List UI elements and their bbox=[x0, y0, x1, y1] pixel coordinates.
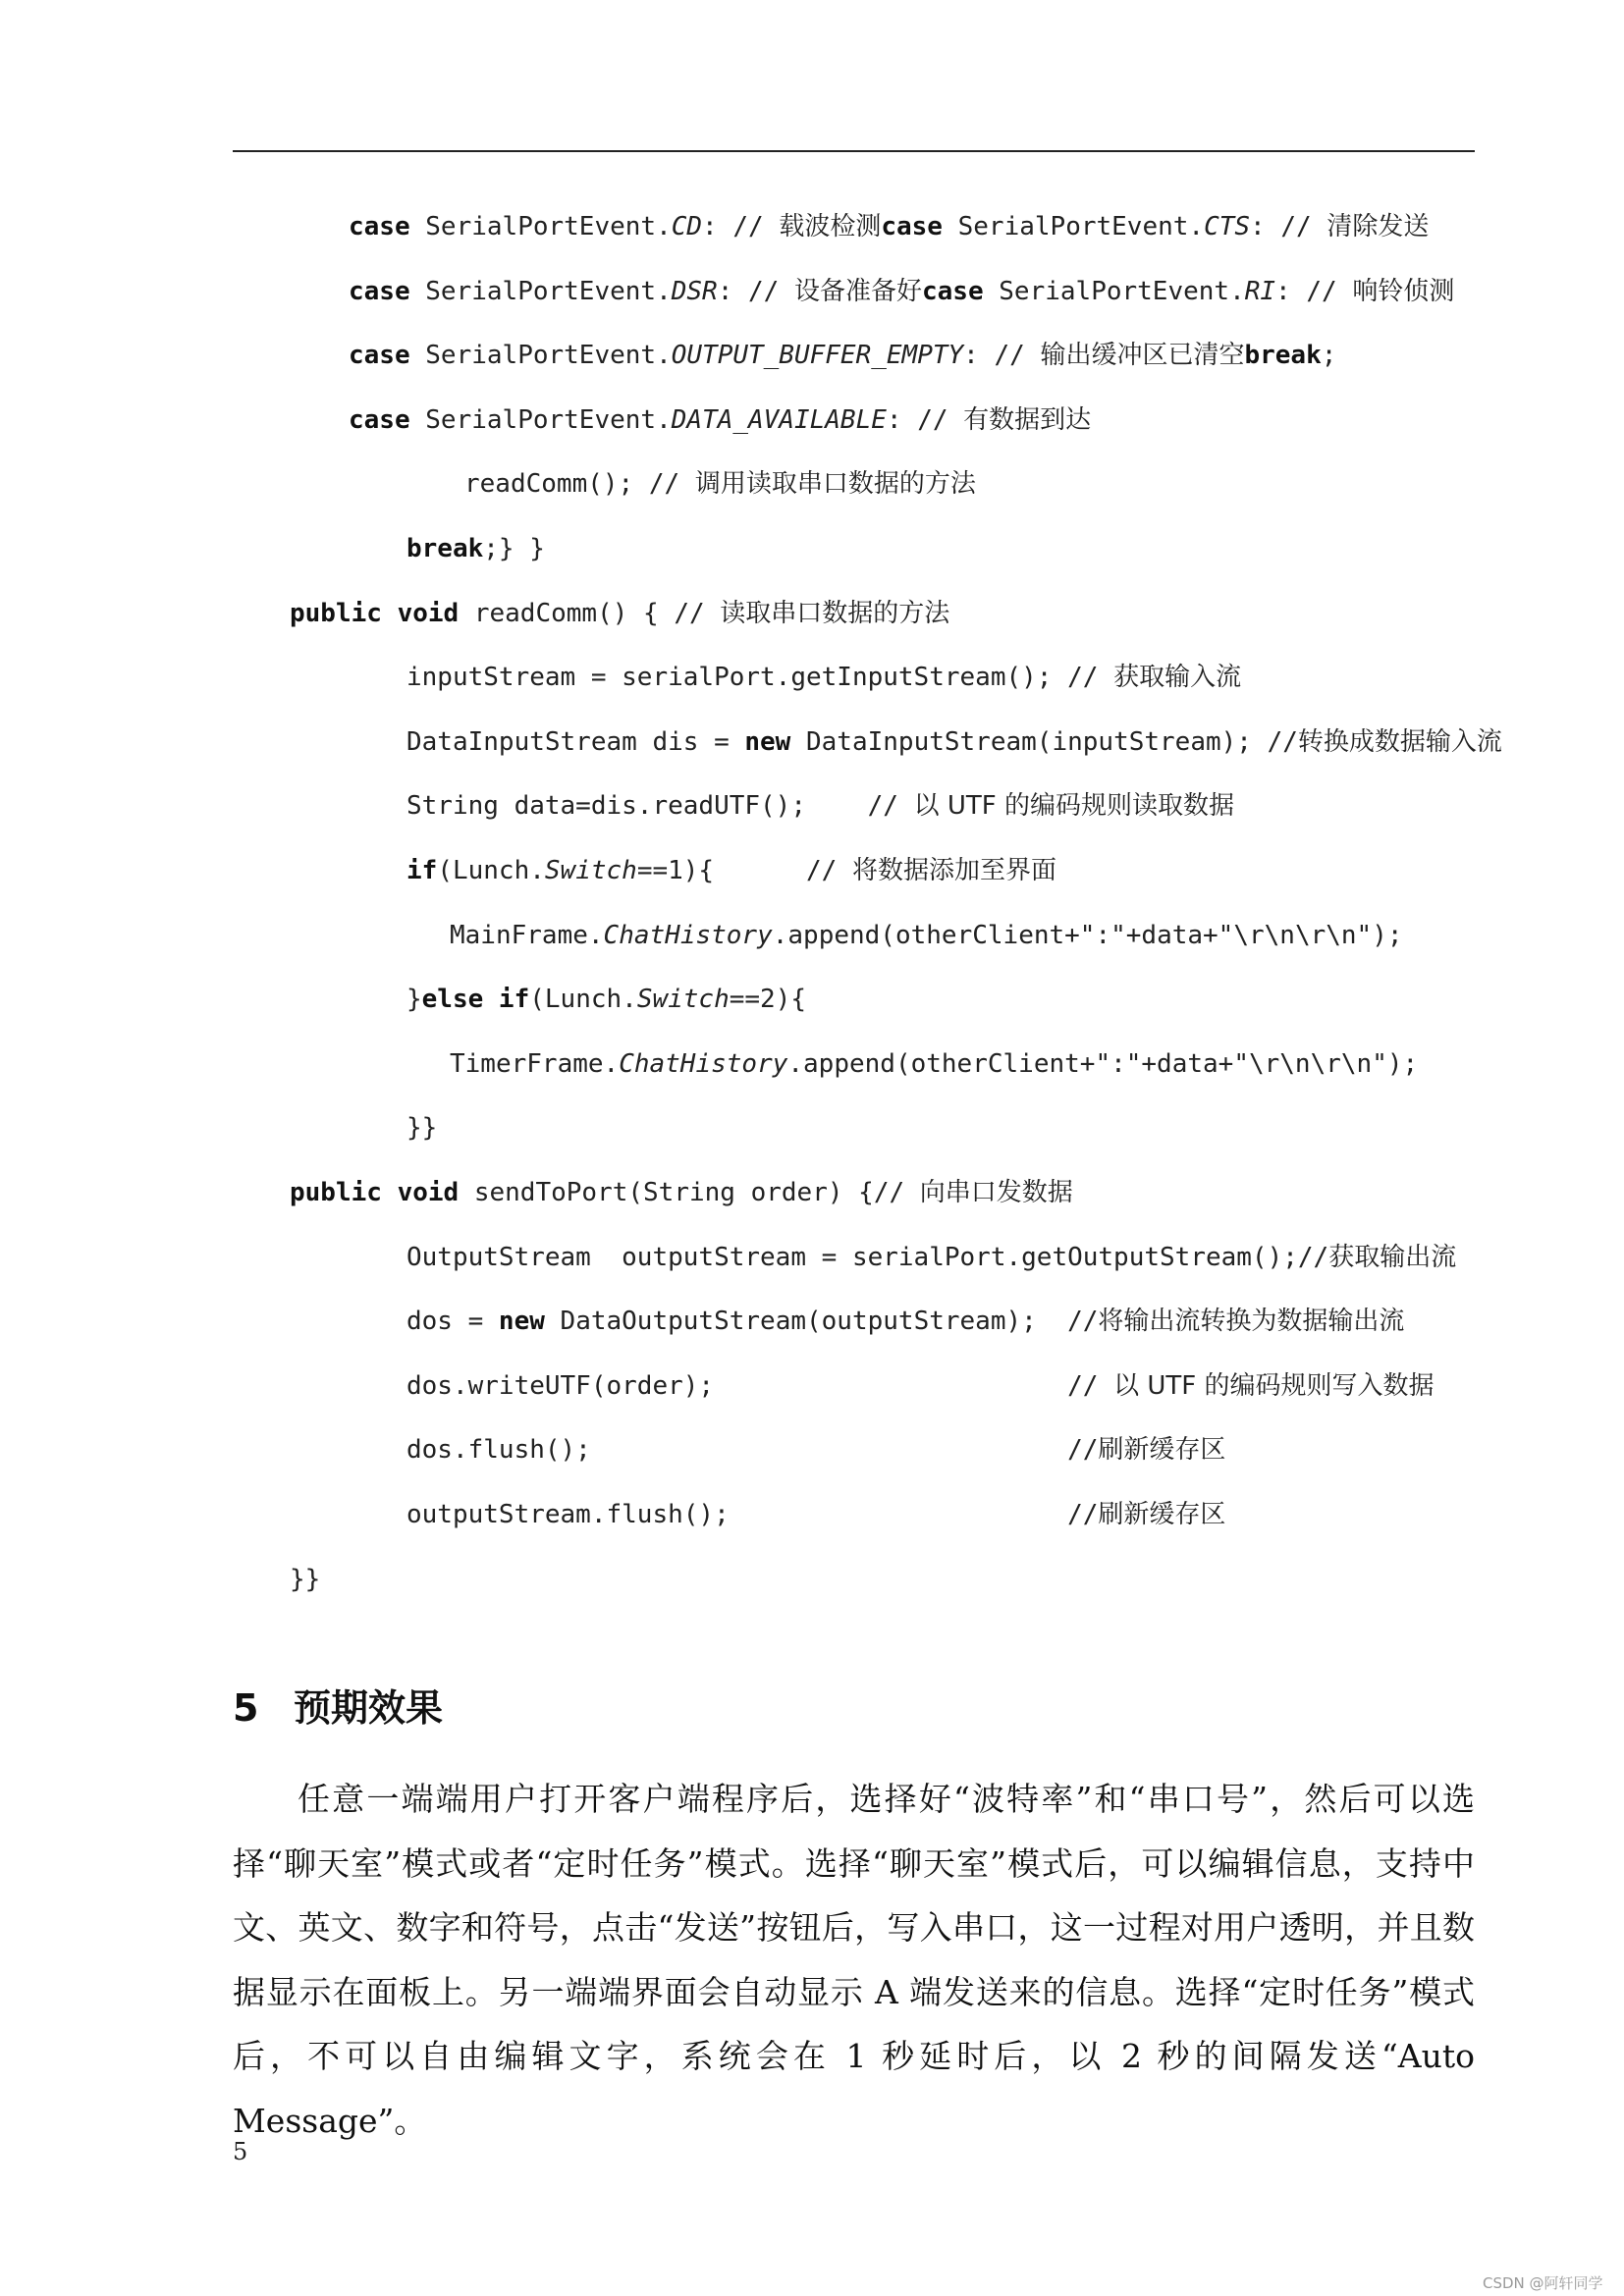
code-token: 获取输出流 bbox=[1328, 1243, 1457, 1272]
code-token: 读取串口数据的方法 bbox=[720, 599, 950, 628]
code-token: break bbox=[1244, 341, 1322, 370]
code-line bbox=[290, 1563, 320, 1596]
code-token: 向串口发数据 bbox=[919, 1178, 1073, 1207]
code-token: DataOutputStream(outputStream); // bbox=[544, 1307, 1099, 1336]
header-rule bbox=[233, 150, 1475, 152]
code-token: 调用读取串口数据的方法 bbox=[694, 469, 976, 499]
code-token: new bbox=[744, 727, 791, 757]
code-token: case bbox=[922, 277, 984, 306]
code-token: ==1){ // bbox=[636, 856, 852, 885]
code-token: CTS bbox=[1204, 212, 1251, 241]
code-token: dos = bbox=[406, 1307, 499, 1336]
code-token: 响铃侦测 bbox=[1352, 277, 1455, 306]
code-line bbox=[406, 661, 1241, 694]
code-line bbox=[406, 725, 1502, 759]
code-token: public void bbox=[290, 1178, 460, 1207]
code-token: .append(otherClient+":"+data+"\r\n\r\n"); bbox=[772, 921, 1403, 950]
code-token: ChatHistory bbox=[603, 921, 773, 950]
code-line bbox=[349, 403, 1091, 437]
code-token: }} bbox=[406, 1113, 438, 1143]
code-token: (Lunch. bbox=[437, 856, 545, 885]
code-token: : // bbox=[717, 277, 794, 306]
code-token: MainFrame. bbox=[450, 921, 604, 950]
code-token: 以 UTF 的编码规则写入数据 bbox=[1113, 1371, 1435, 1401]
code-line bbox=[406, 789, 1234, 823]
code-line bbox=[406, 532, 545, 565]
code-line bbox=[349, 210, 1429, 243]
code-token: ==2){ bbox=[729, 985, 807, 1014]
code-token: ; bbox=[1321, 341, 1337, 370]
code-token: SerialPortEvent. bbox=[409, 405, 672, 435]
code-token: String data=dis.readUTF(); // bbox=[406, 791, 914, 821]
section-number: 5 bbox=[233, 1686, 259, 1730]
code-token: public void bbox=[290, 599, 460, 628]
code-token: 载波检测 bbox=[779, 212, 882, 241]
code-token: break bbox=[406, 534, 484, 563]
page-number: 5 bbox=[233, 2138, 248, 2165]
code-token: readComm() { // bbox=[459, 599, 721, 628]
code-token: TimerFrame. bbox=[450, 1049, 620, 1079]
code-line bbox=[349, 339, 1336, 372]
code-line bbox=[406, 1498, 1225, 1531]
code-line bbox=[406, 1241, 1456, 1274]
code-token: case bbox=[349, 341, 410, 370]
code-line bbox=[349, 275, 1454, 308]
code-line bbox=[406, 1369, 1434, 1403]
code-line bbox=[406, 1111, 437, 1145]
code-token: 输出缓冲区已清空 bbox=[1040, 341, 1245, 370]
code-token: readComm(); // bbox=[464, 469, 695, 499]
code-token: 将输出流转换为数据输出流 bbox=[1098, 1307, 1405, 1336]
code-token: else if bbox=[421, 985, 530, 1014]
code-line bbox=[450, 919, 1403, 952]
code-token: 设备准备好 bbox=[793, 277, 922, 306]
code-line bbox=[290, 1176, 1073, 1209]
code-token: }} bbox=[290, 1565, 321, 1594]
code-token: DataInputStream(inputStream); // bbox=[790, 727, 1298, 757]
code-token: SerialPortEvent. bbox=[983, 277, 1245, 306]
code-token: 将数据添加至界面 bbox=[851, 856, 1056, 885]
code-token: CD bbox=[671, 212, 703, 241]
code-token: : // bbox=[702, 212, 780, 241]
code-token: new bbox=[498, 1307, 545, 1336]
code-token: .append(otherClient+":"+data+"\r\n\r\n"); bbox=[787, 1049, 1419, 1079]
code-line bbox=[450, 1047, 1418, 1081]
code-token: : // bbox=[886, 405, 964, 435]
code-token: : // bbox=[963, 341, 1041, 370]
code-line bbox=[290, 597, 949, 630]
code-token: RI bbox=[1244, 277, 1276, 306]
code-token: 获取输入流 bbox=[1113, 663, 1242, 692]
code-token: dos.writeUTF(order); // bbox=[406, 1371, 1114, 1401]
code-token: 转换成数据输入流 bbox=[1297, 727, 1502, 757]
code-token: SerialPortEvent. bbox=[409, 212, 672, 241]
code-token: DATA_AVAILABLE bbox=[671, 405, 887, 435]
code-line bbox=[406, 1305, 1404, 1338]
body-paragraph: 任意一端端用户打开客户端程序后，选择好“波特率”和“串口号”，然后可以选择“聊天室”模式或者“定时任务”模式。选择“聊天室”模式后，可以编辑信息，支持中文、英文、数字和符号，点击“发送”按钮后，写入串口，这一过程对用户透明，并且数据显示在面板上。另一端端界面会自动显示 A 端发送来的信息。选择“定时任务”模式后，不可以自由编辑文字，系统会在 1 秒延时后，以 2 秒的间隔发送“Auto Message”。 bbox=[233, 1780, 1475, 2140]
code-token: 刷新缓存区 bbox=[1098, 1500, 1226, 1529]
code-token: SerialPortEvent. bbox=[409, 277, 672, 306]
code-token: inputStream = serialPort.getInputStream(); // bbox=[406, 663, 1114, 692]
code-token: } bbox=[406, 985, 422, 1014]
code-token: SerialPortEvent. bbox=[409, 341, 672, 370]
code-token: case bbox=[349, 277, 410, 306]
code-token: OUTPUT_BUFFER_EMPTY bbox=[671, 341, 964, 370]
code-line bbox=[464, 467, 976, 501]
code-token: if bbox=[406, 856, 438, 885]
code-token: 有数据到达 bbox=[963, 405, 1092, 435]
code-token: DataInputStream dis = bbox=[406, 727, 745, 757]
code-token: case bbox=[881, 212, 943, 241]
code-token: : // bbox=[1275, 277, 1353, 306]
code-token: 清除发送 bbox=[1326, 212, 1430, 241]
code-token: (Lunch. bbox=[529, 985, 637, 1014]
code-token: Switch bbox=[636, 985, 730, 1014]
section-heading bbox=[233, 1683, 443, 1733]
section-title: 预期效果 bbox=[294, 1686, 444, 1730]
code-token: outputStream.flush(); // bbox=[406, 1500, 1099, 1529]
watermark: CSDN @阿轩同学 bbox=[1483, 2274, 1603, 2292]
code-line bbox=[406, 854, 1056, 887]
code-token: case bbox=[349, 212, 410, 241]
code-token: ChatHistory bbox=[619, 1049, 788, 1079]
code-token: 以 UTF 的编码规则读取数据 bbox=[913, 791, 1234, 821]
code-line bbox=[406, 1433, 1225, 1467]
code-token: OutputStream outputStream = serialPort.getOutputStream();// bbox=[406, 1243, 1329, 1272]
code-token: dos.flush(); // bbox=[406, 1435, 1099, 1465]
code-token: case bbox=[349, 405, 410, 435]
code-line bbox=[406, 983, 806, 1016]
code-token: ;} } bbox=[483, 534, 545, 563]
code-token: DSR bbox=[671, 277, 718, 306]
code-token: sendToPort(String order) {// bbox=[459, 1178, 920, 1207]
code-token: Switch bbox=[544, 856, 637, 885]
code-token: SerialPortEvent. bbox=[942, 212, 1205, 241]
code-token: : // bbox=[1250, 212, 1327, 241]
code-token: 刷新缓存区 bbox=[1098, 1435, 1226, 1465]
